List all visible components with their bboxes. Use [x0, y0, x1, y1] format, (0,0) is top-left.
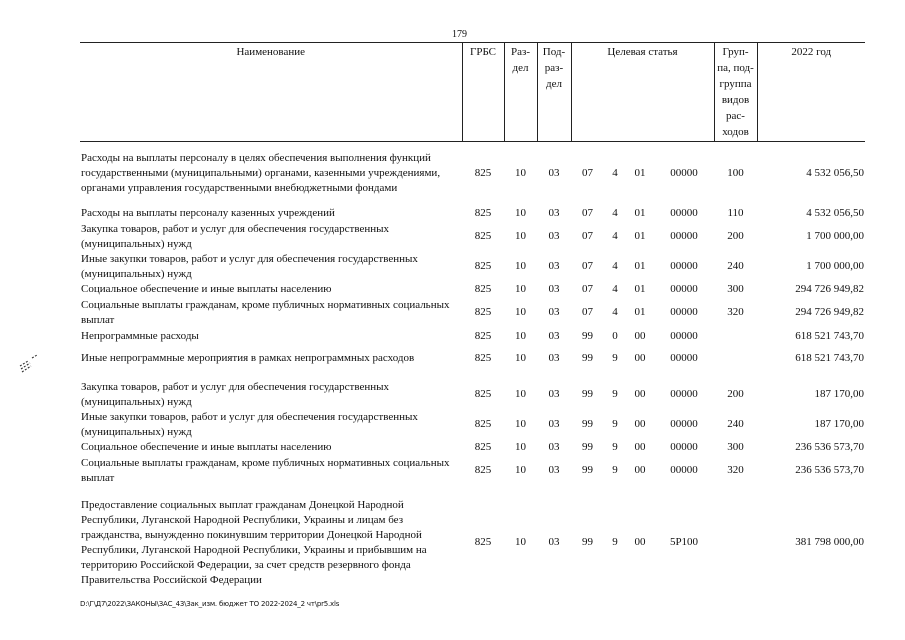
row-t2: 4	[612, 283, 618, 295]
row-podrazdel: 03	[548, 388, 560, 400]
row-name: Предоставление социальных выплат гражданам Донецкой Народной Республики, Луганской Народной Республики, Украины и лицам без гражданства, вынужденно покинувшим территории Донецкой Народной Республики, Луганской Народной Республики, Украины и прибывшим на территорию Российской Федерации, за счет средств резервного фонда Правительства Российской Федерации	[81, 498, 427, 586]
row-t3: 00	[634, 464, 646, 476]
row-t4: 00000	[670, 260, 698, 272]
row-t1: 07	[582, 207, 593, 219]
row-t1: 99	[582, 388, 593, 400]
table-row	[80, 410, 865, 440]
table-row	[80, 346, 865, 372]
row-grbs: 825	[474, 536, 492, 548]
table-row	[80, 252, 865, 282]
row-amount: 294 726 949,82	[795, 306, 864, 318]
pen-mark-icon	[18, 352, 40, 374]
row-podrazdel: 03	[548, 260, 560, 272]
row-group: 100	[727, 167, 744, 180]
table-row	[80, 328, 865, 346]
row-t4: 00000	[670, 207, 698, 219]
table-row	[80, 486, 865, 588]
row-t2: 9	[612, 536, 618, 548]
header-razdel: Раз- дел	[504, 43, 537, 142]
row-razdel: 10	[515, 464, 526, 476]
row-razdel: 10	[515, 207, 526, 219]
row-grbs: 825	[474, 283, 492, 295]
row-group	[714, 346, 757, 372]
row-grbs: 825	[474, 230, 492, 242]
row-name: Социальное обеспечение и иные выплаты населению	[81, 283, 332, 295]
row-grbs: 825	[474, 306, 492, 318]
row-t4: 00000	[670, 230, 698, 242]
row-podrazdel: 03	[548, 306, 560, 318]
row-amount: 4 532 056,50	[806, 167, 864, 180]
row-razdel: 10	[515, 306, 526, 318]
row-t1: 07	[582, 283, 593, 295]
row-name: Социальные выплаты гражданам, кроме публичных нормативных социальных выплат	[81, 298, 450, 326]
header-grbs: ГРБС	[462, 43, 504, 142]
row-name: Непрограммные расходы	[81, 330, 199, 342]
row-amount: 294 726 949,82	[795, 283, 864, 295]
row-group: 240	[727, 260, 744, 272]
row-razdel: 10	[515, 167, 526, 180]
row-t3: 01	[634, 306, 646, 318]
row-t2: 9	[612, 388, 618, 400]
row-podrazdel: 03	[548, 536, 560, 548]
row-t2: 9	[612, 464, 618, 476]
header-year: 2022 год	[757, 43, 865, 142]
row-t1: 99	[582, 441, 593, 453]
row-grbs: 825	[474, 167, 492, 180]
row-grbs: 825	[474, 330, 492, 342]
row-razdel: 10	[515, 283, 526, 295]
row-t2: 4	[612, 167, 618, 180]
row-t3: 00	[634, 330, 646, 342]
row-podrazdel: 03	[548, 330, 560, 342]
row-group: 200	[727, 230, 744, 242]
row-grbs: 825	[474, 464, 492, 476]
row-t4: 00000	[670, 418, 698, 430]
header-target: Целевая статья	[571, 43, 714, 142]
row-t3: 01	[634, 230, 646, 242]
row-razdel: 10	[515, 388, 526, 400]
table-row	[80, 206, 865, 222]
row-name: Закупка товаров, работ и услуг для обеспечения государственных (муниципальных) нужд	[81, 222, 390, 250]
row-t4: 5Р100	[669, 536, 699, 548]
table-row	[80, 372, 865, 410]
row-t4: 00000	[670, 283, 698, 295]
row-podrazdel: 03	[548, 230, 560, 242]
row-t2: 9	[612, 441, 618, 453]
table-row	[80, 282, 865, 298]
row-grbs: 825	[474, 441, 492, 453]
row-amount: 618 521 743,70	[795, 352, 864, 364]
row-t1: 07	[582, 230, 593, 242]
row-t3: 00	[634, 441, 646, 453]
row-name: Расходы на выплаты персоналу казенных учреждений	[81, 207, 335, 219]
row-t3: 01	[634, 283, 646, 295]
row-t3: 00	[634, 536, 646, 548]
row-t1: 99	[582, 418, 593, 430]
row-t4: 00000	[670, 306, 698, 318]
table-header	[80, 43, 865, 142]
row-amount: 236 536 573,70	[795, 441, 864, 453]
row-t3: 00	[634, 418, 646, 430]
row-t4: 00000	[670, 464, 698, 476]
row-name: Социальное обеспечение и иные выплаты населению	[81, 441, 332, 453]
row-podrazdel: 03	[548, 464, 560, 476]
page-number: 179	[452, 29, 467, 40]
row-podrazdel: 03	[548, 352, 560, 364]
row-amount: 187 170,00	[814, 388, 864, 400]
row-amount: 381 798 000,00	[795, 536, 864, 548]
row-t3: 01	[634, 207, 646, 219]
row-group: 200	[727, 388, 744, 400]
row-podrazdel: 03	[548, 167, 560, 180]
row-name: Социальные выплаты гражданам, кроме публичных нормативных социальных выплат	[81, 456, 450, 484]
row-t4: 00000	[670, 388, 698, 400]
row-group: 240	[727, 418, 744, 430]
row-t3: 00	[634, 388, 646, 400]
row-t1: 07	[582, 306, 593, 318]
row-podrazdel: 03	[548, 207, 560, 219]
row-t4: 00000	[670, 330, 698, 342]
row-razdel: 10	[515, 230, 526, 242]
row-t2: 4	[612, 260, 618, 272]
row-t4: 00000	[670, 441, 698, 453]
table-row	[80, 456, 865, 486]
row-razdel: 10	[515, 352, 526, 364]
row-amount: 1 700 000,00	[806, 230, 864, 242]
row-amount: 618 521 743,70	[795, 330, 864, 342]
row-name: Закупка товаров, работ и услуг для обеспечения государственных (муниципальных) нужд	[81, 380, 390, 408]
row-grbs: 825	[474, 260, 492, 272]
row-t2: 4	[612, 306, 618, 318]
row-t2: 4	[612, 230, 618, 242]
row-t1: 99	[582, 464, 593, 476]
row-group	[714, 486, 757, 588]
row-t4: 00000	[670, 352, 698, 364]
row-t2: 4	[612, 207, 618, 219]
row-razdel: 10	[515, 418, 526, 430]
row-grbs: 825	[474, 352, 492, 364]
row-amount: 187 170,00	[814, 418, 864, 430]
row-group: 110	[727, 207, 744, 219]
row-group: 320	[727, 464, 744, 476]
row-t1: 07	[582, 260, 593, 272]
row-name: Иные закупки товаров, работ и услуг для обеспечения государственных (муниципальных) нужд	[81, 410, 418, 438]
table-row	[80, 142, 865, 206]
row-name: Иные непрограммные мероприятия в рамках непрограммных расходов	[81, 352, 415, 364]
file-path-footer: D:\Г\Д7\2022\ЗАКОНЫ\ЗАС_43\Зак_изм. бюджет ТО 2022-2024_2 чт\pr5.xls	[80, 600, 340, 608]
row-grbs: 825	[474, 207, 492, 219]
row-razdel: 10	[515, 536, 526, 548]
row-t1: 07	[582, 167, 593, 180]
row-t3: 00	[634, 352, 646, 364]
row-razdel: 10	[515, 330, 526, 342]
row-t2: 0	[612, 330, 618, 342]
row-amount: 1 700 000,00	[806, 260, 864, 272]
row-t3: 01	[634, 167, 646, 180]
header-group: Груп- па, под- группа видов рас- ходов	[714, 43, 757, 142]
row-amount: 4 532 056,50	[806, 207, 864, 219]
row-group: 300	[727, 441, 744, 453]
row-name: Иные закупки товаров, работ и услуг для обеспечения государственных (муниципальных) нужд	[81, 252, 418, 280]
row-group	[714, 328, 757, 346]
row-t1: 99	[582, 536, 593, 548]
header-podrazdel: Под- раз- дел	[537, 43, 571, 142]
row-t4: 00000	[670, 167, 698, 180]
row-podrazdel: 03	[548, 418, 560, 430]
row-group: 320	[727, 306, 744, 318]
row-t3: 01	[634, 260, 646, 272]
row-grbs: 825	[474, 388, 492, 400]
row-razdel: 10	[515, 260, 526, 272]
row-t2: 9	[612, 352, 618, 364]
budget-table	[80, 42, 865, 588]
row-podrazdel: 03	[548, 441, 560, 453]
row-amount: 236 536 573,70	[795, 464, 864, 476]
header-name: Наименование	[80, 43, 462, 142]
table-row	[80, 440, 865, 456]
table-row	[80, 222, 865, 252]
row-t1: 99	[582, 330, 593, 342]
row-group: 300	[727, 283, 744, 295]
row-name: Расходы на выплаты персоналу в целях обеспечения выполнения функций государственными (муниципальными) органами, казенными учреждениями, органами управления государственными внебюджетными фондами	[81, 152, 441, 195]
row-t1: 99	[582, 352, 593, 364]
row-t2: 9	[612, 418, 618, 430]
row-grbs: 825	[474, 418, 492, 430]
row-razdel: 10	[515, 441, 526, 453]
row-podrazdel: 03	[548, 283, 560, 295]
table-row	[80, 298, 865, 328]
